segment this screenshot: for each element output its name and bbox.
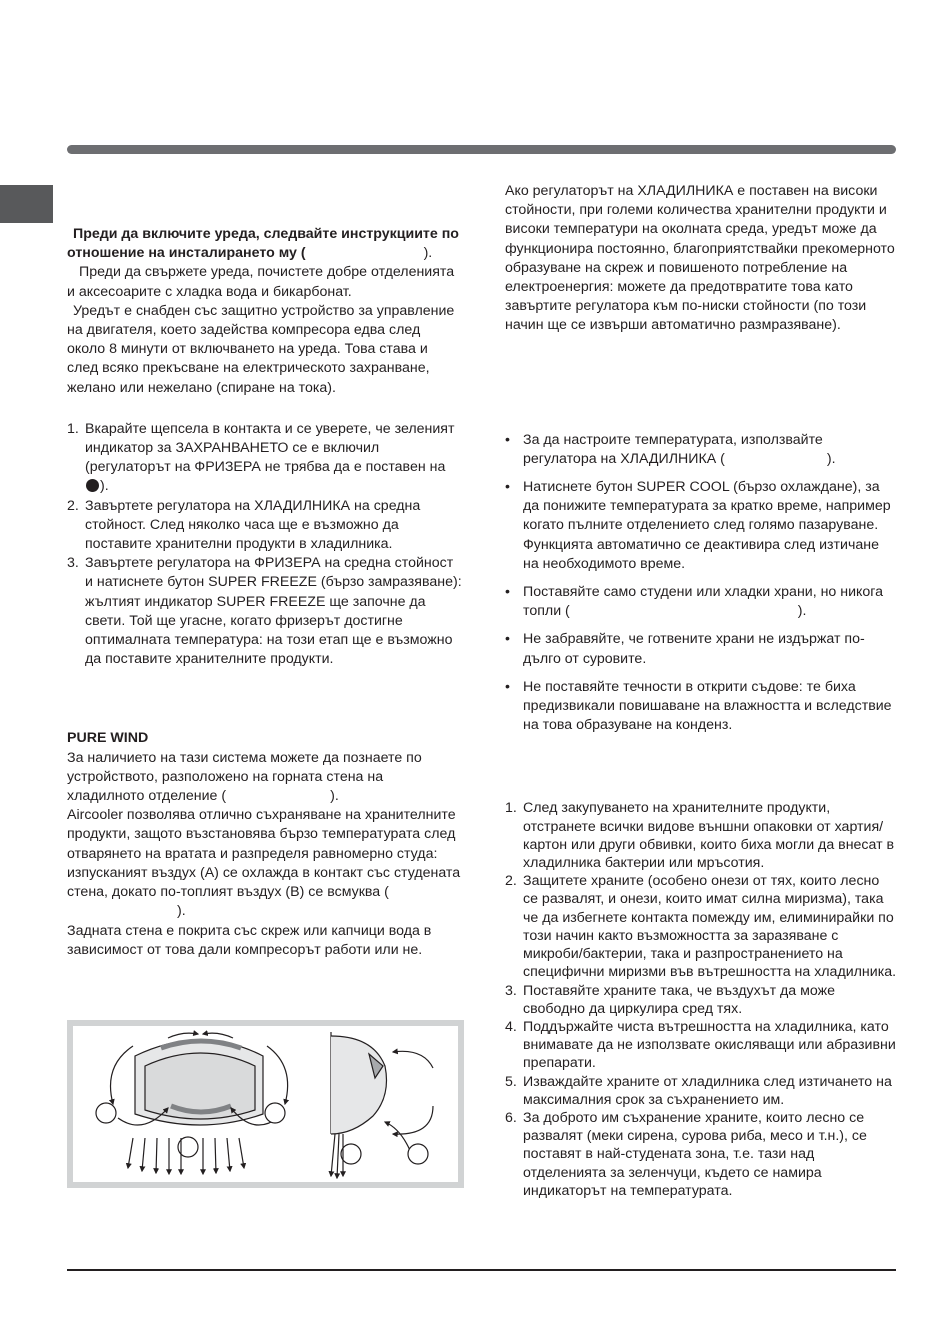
storage-step-3: 3. Поставяйте храните така, че въздухът да може свободно да циркулира сред тях. <box>505 982 835 1017</box>
regulator-note-paragraph: Ако регулаторът на ХЛАДИЛНИКА е поставен на високи стойности, при големи количества хранителни продукти и високи температури на околната среда, уредът може да функционира постоянно, благоприятствайки прекомерното образуване на скреж и повишеното потребление на електроенергия: можете да предотвратите това като завъртите регулатора към по-ниски стойности (по този начин ще се извърши автоматично размразяване). <box>505 183 895 334</box>
footer-rule <box>67 1269 896 1271</box>
pure-wind-paragraph-3: Задната стена е покрита със скреж или капчици вода в зависимост от това дали компресорът работи или не. <box>67 922 432 958</box>
storage-step-6: 6. За доброто им съхранение храните, които лесно се развалят (меки сирена, сурова риба, месо и т.н.), се поставят в най-студената зона, т.е. тази над отделенията за зеленчуци, където се намира индикаторът на температурата. <box>505 1109 867 1199</box>
storage-step-4: 4. Поддържайте чиста вътрешността на хладилника, като внимавате да не използвате окисляващи или абразивни препарати. <box>505 1018 896 1072</box>
right-column <box>505 182 897 1200</box>
aircooler-airflow-illustration <box>73 1026 458 1182</box>
aircooler-front-view <box>96 1033 288 1174</box>
storage-step-1: 1. След закупуването на хранителните продукти, отстранете всички видове външни опаковки от хартия/картон или други обвивки, които биха могли да внесат в хладилника бактерии или мръсотия. <box>505 800 895 872</box>
aircooler-figure <box>67 1020 464 1188</box>
intro-clean-paragraph: Преди да свържете уреда, почистете добре отделенията и аксесоарите с хладка вода и бикарбонат. <box>67 264 455 300</box>
intro-paragraph: Преди да включите уреда, следвайте инструкциите по отношение на инсталирането му ( ). <box>67 226 459 262</box>
aircooler-side-view <box>331 1032 433 1178</box>
pure-wind-paragraph-1: За наличието на тази система можете да познаете по устройството, разположено на горната стена на хладилното отделение ( ). <box>67 749 422 805</box>
usage-tips-list <box>505 431 897 736</box>
storage-step-2: 2. Защитете храните (особено онези от тях, които лесно се развалят, и онези, които имат силна миризма), така че да избегнете контакта помежду им, елиминирайки по този начин както възможността за заразяване с микроби/бактерии, така и разпространението на специфични миризми във вътрешността на хладилника. <box>505 873 897 981</box>
left-column <box>67 225 462 960</box>
header-rule <box>67 145 896 154</box>
language-tab-marker <box>0 185 53 223</box>
pure-wind-heading: PURE WIND <box>67 730 149 747</box>
intro-protection-paragraph: Уредът е снабден със защитно устройство за управление на двигателя, което задейства компресора едва след около 8 минути от включването на уреда. Това става и след всяко прекъсване на електрическото захранване, желано или нежелано (спиране на тока). <box>67 302 455 396</box>
usage-tip-4: • Не забравяйте, че готвените храни не издържат по-дълго от суровите. <box>505 631 865 667</box>
storage-step-5: 5. Изваждайте храните от хладилника след изтичането на максималния срок за съхранението им. <box>505 1073 892 1108</box>
usage-tip-3: • Поставяйте само студени или хладки храни, но никога топли ( ). <box>505 584 884 620</box>
intro-bold-text: Преди да включите уреда, следвайте инструкциите по отношение на инсталирането му ( <box>67 226 459 262</box>
usage-tip-5: • Не поставяйте течности в открити съдове: те биха предизвикали повишаване на влажността и вследствие на това образуване на конденз. <box>505 678 892 734</box>
usage-tip-2: • Натиснете бутон SUPER COOL (бързо охлаждане), за да понижите температурата за кратко време, например когато пълните отделението след голямо пазаруване. Функцията автоматично се деактивира след изтичане на необходимото време. <box>505 479 891 572</box>
start-steps-list <box>67 420 462 670</box>
pure-wind-paragraph-2: Aircooler позволява отлично съхраняване на хранителните продукти, защото възстановява бързо температурата след отварянето на вратата и разпределя равномерно студа: изпусканият въздух (A) се охлажда в контакт със студената стена, докато по-топлият въздух (B) се всмуква (). <box>67 807 461 920</box>
start-step-1: 1. Вкарайте щепсела в контакта и се уверете, че зеленият индикатор за ЗАХРАНВАНЕТО се е включил (регулаторът на ФРИЗЕРА не трябва да е поставен на ). <box>67 420 455 495</box>
start-step-2: 2. Завъртете регулатора на ХЛАДИЛНИКА на средна стойност. След няколко часа ще е възможно да поставите хранителни продукти в хладилника. <box>67 497 421 553</box>
freezer-off-dot-icon <box>86 479 99 492</box>
storage-steps-list <box>505 799 897 1199</box>
usage-tip-1: • За да настроите температурата, използвайте регулатора на ХЛАДИЛНИКА ( ). <box>505 431 836 467</box>
start-step-3: 3. Завъртете регулатора на ФРИЗЕРА на средна стойност и натиснете бутон SUPER FREEZE (бързо замразяване): жълтият индикатор SUPER FREEZE ще започне да свети. Той ще угасне, когато фризерът достигне оптималната температура: на този етап ще е възможно да поставите хранителните продукти. <box>67 555 462 668</box>
